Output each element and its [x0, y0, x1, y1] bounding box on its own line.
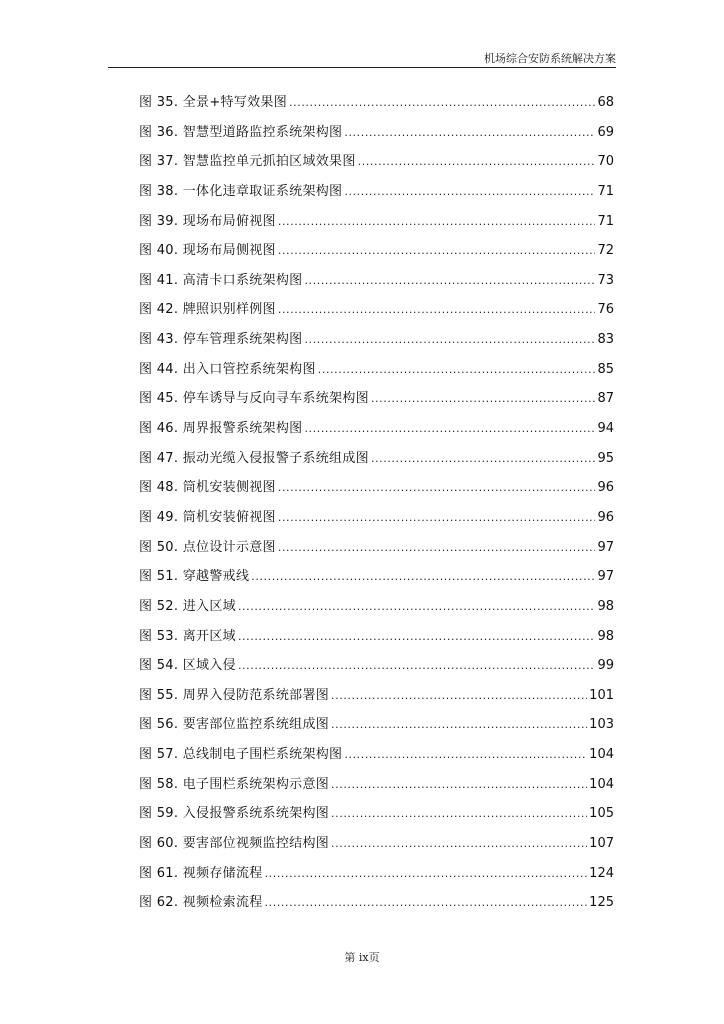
toc-dot-leader	[331, 832, 587, 856]
toc-entry-page: 85	[597, 361, 614, 377]
toc-entry[interactable]	[139, 417, 614, 447]
toc-entry[interactable]	[139, 210, 614, 240]
toc-entry[interactable]	[139, 654, 614, 684]
toc-entry-label: 图 60. 要害部位视频监控结构图	[139, 836, 330, 852]
toc-entry-page: 101	[589, 687, 614, 703]
toc-entry[interactable]	[139, 684, 614, 714]
toc-entry-page: 73	[597, 272, 614, 288]
toc-entry-page: 76	[597, 302, 614, 318]
toc-dot-leader	[344, 121, 595, 145]
toc-dot-leader	[278, 210, 596, 234]
toc-entry-label: 图 39. 现场布局俯视图	[139, 213, 276, 229]
toc-entry[interactable]	[139, 713, 614, 743]
toc-entry[interactable]	[139, 387, 614, 417]
toc-entry-label: 图 54. 区域入侵	[139, 658, 236, 674]
toc-entry-label: 图 52. 进入区域	[139, 598, 236, 614]
toc-dot-leader	[238, 654, 596, 678]
toc-entry-label: 图 43. 停车管理系统架构图	[139, 332, 303, 348]
toc-entry-page: 103	[589, 717, 614, 733]
toc-entry[interactable]	[139, 565, 614, 595]
toc-dot-leader	[331, 802, 587, 826]
toc-entry-label: 图 42. 牌照识别样例图	[139, 302, 276, 318]
toc-entry-page: 69	[597, 124, 614, 140]
toc-entry-page: 125	[589, 895, 614, 911]
toc-dot-leader	[251, 565, 595, 589]
toc-entry-label: 图 55. 周界入侵防范系统部署图	[139, 687, 330, 703]
toc-entry[interactable]	[139, 625, 614, 655]
toc-entry[interactable]	[139, 269, 614, 299]
toc-entry-label: 图 57. 总线制电子围栏系统架构图	[139, 747, 343, 763]
toc-dot-leader	[371, 387, 596, 411]
toc-entry[interactable]	[139, 150, 614, 180]
toc-entry[interactable]	[139, 773, 614, 803]
toc-entry[interactable]	[139, 476, 614, 506]
toc-dot-leader	[304, 328, 595, 352]
toc-entry[interactable]	[139, 239, 614, 269]
toc-entry-label: 图 51. 穿越警戒线	[139, 569, 250, 585]
toc-dot-leader	[371, 447, 596, 471]
toc-dot-leader	[304, 417, 595, 441]
toc-entry-label: 图 47. 振动光缆入侵报警子系统组成图	[139, 450, 369, 466]
toc-entry-label: 图 35. 全景+特写效果图	[139, 95, 288, 110]
toc-entry-page: 68	[597, 95, 614, 110]
toc-entry-page: 99	[597, 658, 614, 674]
toc-entry-page: 83	[597, 332, 614, 348]
toc-entry-label: 图 37. 智慧监控单元抓拍区域效果图	[139, 154, 356, 170]
toc-entry[interactable]	[139, 298, 614, 328]
toc-dot-leader	[278, 298, 596, 322]
toc-entry-page: 71	[597, 183, 614, 199]
toc-entry[interactable]	[139, 91, 614, 121]
toc-dot-leader	[331, 773, 587, 797]
toc-dot-leader	[318, 358, 596, 382]
toc-entry-label: 图 58. 电子围栏系统架构示意图	[139, 776, 330, 792]
toc-dot-leader	[278, 506, 596, 530]
page-number: 第 ix页	[344, 951, 380, 964]
toc-entry-page: 97	[597, 539, 614, 555]
toc-entry-page: 96	[597, 509, 614, 525]
toc-entry-label: 图 61. 视频存储流程	[139, 865, 263, 881]
header-divider	[108, 67, 616, 68]
toc-entry-page: 124	[589, 865, 614, 881]
toc-dot-leader	[289, 91, 595, 115]
toc-entry[interactable]	[139, 832, 614, 862]
toc-dot-leader	[265, 862, 588, 886]
toc-entry-label: 图 59. 入侵报警系统系统架构图	[139, 806, 330, 822]
toc-entry[interactable]	[139, 891, 614, 921]
toc-entry-page: 104	[589, 776, 614, 792]
toc-entry-label: 图 46. 周界报警系统架构图	[139, 421, 303, 437]
toc-dot-leader	[238, 625, 596, 649]
toc-entry-page: 71	[597, 213, 614, 229]
toc-dot-leader	[265, 891, 588, 915]
toc-entry-label: 图 40. 现场布局侧视图	[139, 243, 276, 259]
toc-entry-page: 98	[597, 598, 614, 614]
toc-dot-leader	[238, 595, 596, 619]
toc-entry[interactable]	[139, 447, 614, 477]
toc-entry-page: 70	[597, 154, 614, 170]
toc-entry-label: 图 56. 要害部位监控系统组成图	[139, 717, 330, 733]
toc-entry[interactable]	[139, 743, 614, 773]
toc-entry-page: 104	[589, 747, 614, 763]
toc-dot-leader	[331, 713, 587, 737]
toc-dot-leader	[344, 180, 595, 204]
toc-entry-page: 95	[597, 450, 614, 466]
toc-entry-label: 图 53. 离开区域	[139, 628, 236, 644]
toc-entry-page: 97	[597, 569, 614, 585]
toc-entry[interactable]	[139, 506, 614, 536]
table-of-figures	[139, 91, 614, 921]
toc-entry-label: 图 41. 高清卡口系统架构图	[139, 272, 303, 288]
toc-dot-leader	[331, 684, 587, 708]
toc-entry-page: 87	[597, 391, 614, 407]
toc-dot-leader	[278, 536, 596, 560]
toc-entry-page: 98	[597, 628, 614, 644]
toc-entry-label: 图 36. 智慧型道路监控系统架构图	[139, 124, 343, 140]
toc-entry[interactable]	[139, 536, 614, 566]
toc-entry[interactable]	[139, 595, 614, 625]
toc-entry-label: 图 45. 停车诱导与反向寻车系统架构图	[139, 391, 369, 407]
toc-entry-page: 96	[597, 480, 614, 496]
toc-entry[interactable]	[139, 328, 614, 358]
toc-entry-page: 72	[597, 243, 614, 259]
toc-entry[interactable]	[139, 358, 614, 388]
toc-entry-label: 图 48. 筒机安装侧视图	[139, 480, 276, 496]
toc-entry[interactable]	[139, 802, 614, 832]
page-header-title: 机场综合安防系统解决方案	[484, 52, 616, 65]
toc-entry-label: 图 50. 点位设计示意图	[139, 539, 276, 555]
toc-entry-page: 105	[589, 806, 614, 822]
toc-entry-page: 94	[597, 421, 614, 437]
toc-dot-leader	[358, 150, 596, 174]
toc-entry-label: 图 44. 出入口管控系统架构图	[139, 361, 316, 377]
toc-dot-leader	[304, 269, 595, 293]
toc-entry-label: 图 38. 一体化违章取证系统架构图	[139, 183, 343, 199]
toc-entry[interactable]	[139, 121, 614, 151]
toc-entry[interactable]	[139, 180, 614, 210]
toc-dot-leader	[278, 476, 596, 500]
toc-entry[interactable]	[139, 862, 614, 892]
toc-entry-label: 图 62. 视频检索流程	[139, 895, 263, 911]
toc-dot-leader	[278, 239, 596, 263]
toc-entry-label: 图 49. 筒机安装俯视图	[139, 509, 276, 525]
toc-entry-page: 107	[589, 836, 614, 852]
toc-dot-leader	[344, 743, 587, 767]
